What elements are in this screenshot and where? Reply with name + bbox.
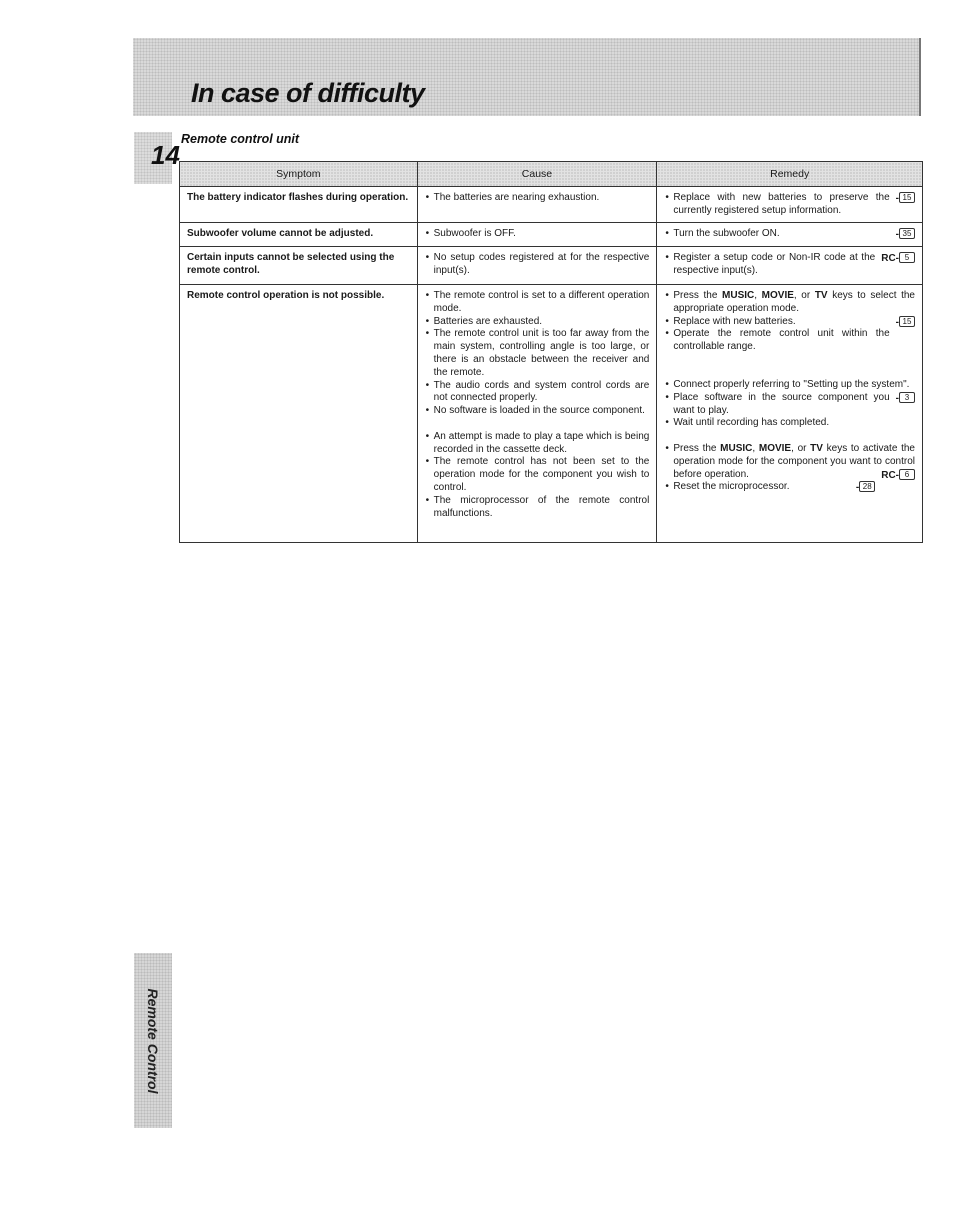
page-reference: RC- 6 [881,469,915,483]
remedy-item: • RC- 5 Register a setup code or Non-IR code at the respective input(s). [664,252,915,278]
side-tab-label: Remote Control [145,988,161,1094]
remedy-item: • Press the MUSIC, MOVIE, or TV keys to activate the operation mode for the component you want to control before operation. RC- 6 [664,443,915,481]
column-header-cause: Cause [417,162,657,187]
cause-item: • The remote control is set to a different operation mode. [425,290,650,316]
remedy-cell [657,285,923,543]
column-header-symptom: Symptom [180,162,418,187]
cause-item: • An attempt is made to play a tape which is being recorded in the cassette deck. [425,431,650,457]
page-reference: • - 15 [896,316,915,330]
table-row [180,247,923,285]
section-title: Remote control unit [181,132,300,146]
symptom-cell: Subwoofer volume cannot be adjusted. [180,223,418,247]
troubleshooting-table [179,161,923,543]
cause-item: • The remote control unit is too far away from the main system, controlling angle is too large, or there is an obstacle between the receiver and the remote. [425,328,650,379]
cause-item: • No software is loaded in the source component. [425,405,650,418]
page-reference: • RC- 5 [881,252,915,266]
cause-item: • Batteries are exhausted. [425,316,650,329]
symptom-cell: Remote control operation is not possible. [180,285,418,543]
page-reference: • - 15 [896,192,915,206]
remedy-cell [657,187,923,223]
page-title: In case of difficulty [191,78,425,108]
page-reference: • - 28 [856,481,875,495]
cause-item: • The microprocessor of the remote control malfunctions. [425,495,650,521]
section-side-tab [134,953,172,1128]
remedy-item: • - 28 Reset the microprocessor. [664,481,915,494]
cause-item: • The batteries are nearing exhaustion. [425,192,650,205]
cause-item: • The remote control has not been set to the operation mode for the component you wish to control. [425,456,650,494]
symptom-cell: Certain inputs cannot be selected using the remote control. [180,247,418,285]
remedy-item: • Wait until recording has completed. [664,417,915,430]
header-banner [133,38,921,116]
table-row [180,223,923,247]
remedy-item: • Press the MUSIC, MOVIE, or TV keys to select the appropriate operation mode. [664,290,915,316]
symptom-cell: The battery indicator flashes during operation. [180,187,418,223]
column-header-remedy: Remedy [657,162,923,187]
page-reference: - 3 [896,392,915,406]
cause-cell [417,285,657,543]
cause-item: • Subwoofer is OFF. [425,228,650,241]
page-number: 14 [151,140,180,170]
remedy-item: • - 35 Turn the subwoofer ON. [664,228,915,241]
remedy-cell [657,247,923,285]
cause-cell [417,247,657,285]
table-header-row [180,162,923,187]
remedy-item: • - 15 Replace with new batteries. [664,316,915,329]
table-row [180,285,923,543]
remedy-cell [657,223,923,247]
cause-item: • The audio cords and system control cords are not connected properly. [425,380,650,406]
cause-cell [417,187,657,223]
remedy-item: • Connect properly referring to "Setting up the system". - 3 [664,379,915,392]
remedy-item: • - 15 Replace with new batteries to preserve the currently registered setup information. [664,192,915,218]
page-reference: • - 35 [896,228,915,242]
remedy-item: • Operate the remote control unit within the controllable range. [664,328,915,354]
table-row [180,187,923,223]
cause-cell [417,223,657,247]
cause-item: • No setup codes registered at for the respective input(s). [425,252,650,278]
remedy-item: • Place software in the source component you want to play. [664,392,915,418]
